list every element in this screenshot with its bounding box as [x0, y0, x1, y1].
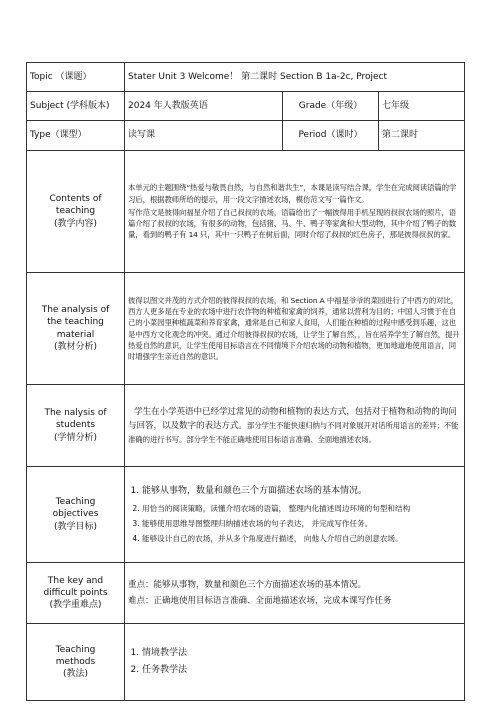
- student-analysis-text: 学生在小学英语中已经学过常见的动物和植物的表达方式，包括对于植物和动物的询问与回答，以及数字的表达方式。部分学生不能快速归纳与不同对象展开对话所用语言的差异；不能准确的进行书写。部分学生不能正确地使用目标语言准确、全面地描述农场。: [125, 385, 465, 467]
- type-row: [27, 121, 465, 151]
- objectives-label: Teaching objectives (教学目标): [27, 467, 125, 563]
- objective-item: 2. 用恰当的阅读策略，读懂介绍农场的语篇， 整理内化描述周边环境的句型和结构: [142, 501, 461, 516]
- key-points-row: [27, 563, 465, 624]
- topic-value: Stater Unit 3 Welcome！ 第二课时 Section B 1a-2c, Project: [125, 63, 465, 92]
- subject-value: 2024 年人教版英语: [125, 92, 283, 121]
- contents-paragraph-1: 本单元的主题围绕“热爱与敬畏自然，与自然和谐共生”，本课是读写结合课，学生在完成阅读语篇的学习后，根据教师所给的提示，用一段文字描述农场，模仿范文写一篇作文。: [128, 183, 457, 204]
- contents-paragraph-2: 写作范文是彼得向福星介绍了自己叔叔的农场，语篇给出了一幅彼得用手机呈现的叔叔农场的照片，语篇介绍了叔叔的农场，有很多的动物，包括猪、马、牛、鸭子等家禽和大型动物，其中介绍了鸭子的数量，看到的鸭子有 14 只，其中一只鸭子在树后面，同时介绍了叔叔的红色房子，那是彼得叔叔的家。: [128, 207, 457, 240]
- methods-row: [27, 624, 465, 701]
- topic-row: [27, 63, 465, 92]
- student-analysis-label: The nalysis of students (学情分析): [27, 385, 125, 467]
- period-label: Period（课时）: [283, 121, 379, 151]
- key-points-label: The key and difficult points (教学重难点): [27, 563, 125, 624]
- contents-row: [27, 151, 465, 273]
- objectives-list: [125, 467, 465, 563]
- objective-item: 4. 能够设计自己的农场，并从多个角度进行描述， 向他人介绍自己的创意农场。: [142, 531, 461, 546]
- methods-label: Teaching methods (教法): [27, 624, 125, 701]
- key-point: 重点：能够从事物，数量和颜色三个方面描述农场的基本情况。: [128, 579, 367, 590]
- subject-label: Subject (学科版本): [27, 92, 125, 121]
- material-analysis-row: [27, 273, 465, 385]
- lesson-plan-table: [26, 62, 465, 701]
- method-item: 2. 任务教学法: [142, 662, 461, 679]
- difficult-point: 难点：正确地使用目标语言准确、全面地描述农场，完成本课写作任务: [128, 596, 392, 606]
- subject-row: [27, 92, 465, 121]
- topic-label: Topic （课题）: [27, 63, 125, 92]
- period-value: 第二课时: [379, 121, 465, 151]
- contents-text: [125, 151, 465, 273]
- key-points-text: [125, 563, 465, 624]
- grade-label: Grade（年级）: [283, 92, 379, 121]
- material-analysis-label: The analysis of the teaching material (教材分析): [27, 273, 125, 385]
- objective-item: 1. 能够从事物，数量和颜色三个方面描述农场的基本情况。: [142, 483, 461, 500]
- type-value: 读写课: [125, 121, 283, 151]
- objectives-row: [27, 467, 465, 563]
- student-analysis-row: [27, 385, 465, 467]
- method-item: 1. 情境教学法: [142, 645, 461, 662]
- contents-label: Contents of teaching (教学内容): [27, 151, 125, 273]
- type-label: Type（课型）: [27, 121, 125, 151]
- grade-value: 七年级: [379, 92, 465, 121]
- methods-list: [125, 624, 465, 701]
- objective-item: 3. 能够使用思维导图整理归纳描述农场的句子表达， 并完成写作任务。: [142, 516, 461, 531]
- material-analysis-text: 彼得以图文并茂的方式介绍的彼得叔叔的农场，和 Section A 中福星爷爷的菜园进行了中西方的对比，西方人更多是在专业的农场中进行农作物的种植和家禽的饲养，通常以营利为目的；中国人习惯于在自己的小菜园里种植蔬菜和养育家禽，通常是自己和家人食用，人们能在种植的过程中感受到乐趣，这也是中西方文化观念的冲突。通过介绍彼得叔叔的农场，让学生了解自然，，旨在培养学生了解自然，提升热爱自然的意识，让学生使用目标语言在不同情境下介绍农场的动物和植物，更加地道地使用语言，同时增强学生亲近自然的意识。: [125, 273, 465, 385]
